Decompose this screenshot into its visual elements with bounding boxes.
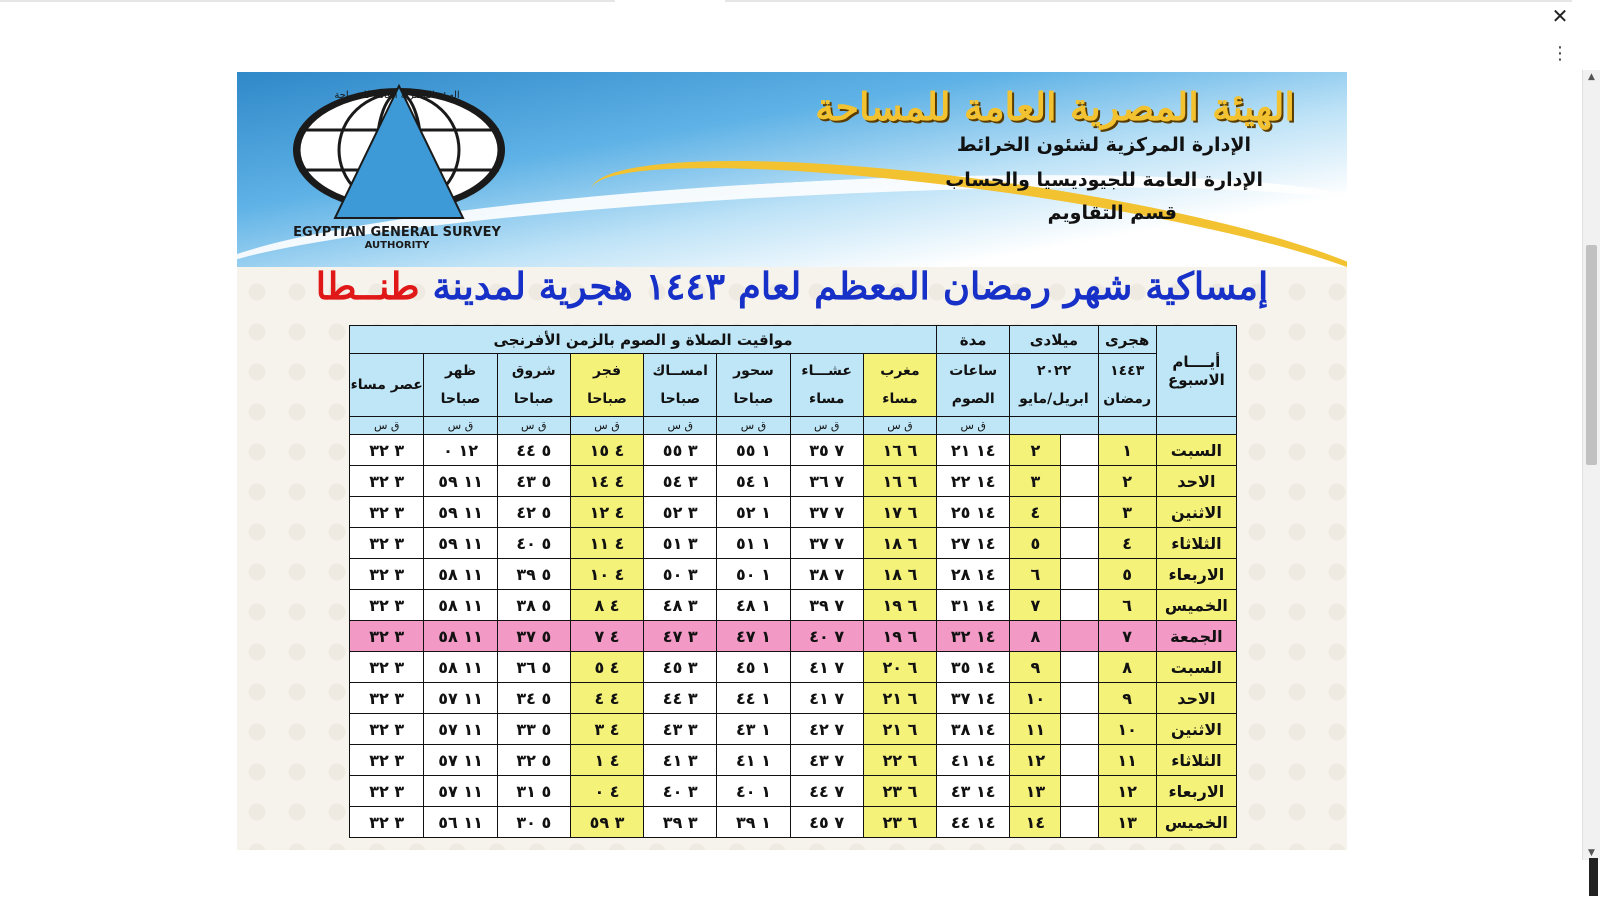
day-cell: الخميس	[1156, 807, 1236, 838]
gregorian-empty-cell	[1061, 652, 1098, 683]
units-row: ق س	[863, 417, 936, 435]
hijri-day-cell: ١٠	[1098, 714, 1156, 745]
logo-authority-text: AUTHORITY	[364, 240, 430, 250]
imsak-cell: ٣ ٤٥	[644, 652, 717, 683]
table-row	[350, 807, 1237, 838]
suhoor-cell: ١ ٤٧	[717, 621, 790, 652]
table-row	[350, 435, 1237, 466]
shurooq-cell: ٥ ٤٢	[497, 497, 570, 528]
shurooq-cell: ٥ ٤٠	[497, 528, 570, 559]
hijri-day-cell: ٩	[1098, 683, 1156, 714]
prayer-times-table	[349, 325, 1237, 838]
isha-cell: ٧ ٤٤	[790, 776, 863, 807]
imsak-cell: ٣ ٤٣	[644, 714, 717, 745]
gregorian-empty-cell	[1061, 807, 1098, 838]
fajr-cell: ٣ ٥٩	[570, 807, 643, 838]
units-row: ق س	[790, 417, 863, 435]
org-line-1: الإدارة المركزية لشئون الخرائط	[956, 134, 1251, 156]
fajr-cell: ٤ ٧	[570, 621, 643, 652]
fasting-hours-cell: ١٤ ٢٧	[937, 528, 1010, 559]
fajr-cell: ٤ ١٥	[570, 435, 643, 466]
gregorian-empty-cell	[1061, 497, 1098, 528]
fajr-cell: ٤ ١٤	[570, 466, 643, 497]
asr-cell: ٣ ٣٢	[350, 497, 424, 528]
suhoor-cell: ١ ٤٠	[717, 776, 790, 807]
fasting-hours-cell: ١٤ ٤٤	[937, 807, 1010, 838]
fasting-hours-cell: ١٤ ٢٥	[937, 497, 1010, 528]
hijri-day-cell: ٤	[1098, 528, 1156, 559]
table-row	[350, 621, 1237, 652]
hijri-day-cell: ١٢	[1098, 776, 1156, 807]
more-vertical-icon[interactable]: ⋮	[1551, 43, 1569, 64]
fasting-hours-cell: ١٤ ٢٢	[937, 466, 1010, 497]
hijri-day-cell: ١	[1098, 435, 1156, 466]
day-cell: الاربعاء	[1156, 559, 1236, 590]
isha-cell: ٧ ٤١	[790, 683, 863, 714]
fasting-hours-cell: ١٤ ٣٥	[937, 652, 1010, 683]
gregorian-day-cell: ٢	[1010, 435, 1061, 466]
units-row: ق س	[644, 417, 717, 435]
shurooq-cell: ٥ ٣٣	[497, 714, 570, 745]
days-header: أيــــام الاسبوع	[1156, 326, 1236, 417]
imsak-cell: ٣ ٣٩	[644, 807, 717, 838]
table-row	[350, 590, 1237, 621]
table-row	[350, 528, 1237, 559]
maghrib-cell: ٦ ١٩	[863, 590, 936, 621]
logo-arabic-text: الهيئة المصرية العامة للمساحة	[334, 90, 460, 101]
gregorian-empty-cell	[1061, 683, 1098, 714]
asr-cell: ٣ ٣٢	[350, 466, 424, 497]
shurooq-cell: ٥ ٣٩	[497, 559, 570, 590]
fajr-cell: ٤ ١١	[570, 528, 643, 559]
shurooq-cell: ٥ ٣٦	[497, 652, 570, 683]
suhoor-cell: ١ ٤١	[717, 745, 790, 776]
imsak-cell: ٣ ٤٠	[644, 776, 717, 807]
top-border	[0, 0, 1572, 2]
table-row	[350, 745, 1237, 776]
table-row	[350, 683, 1237, 714]
scroll-down-arrow-icon[interactable]: ▼	[1588, 848, 1595, 858]
fasting-hours-cell: ١٤ ٤٣	[937, 776, 1010, 807]
asr-cell: ٣ ٣٢	[350, 621, 424, 652]
asr-cell: ٣ ٣٢	[350, 714, 424, 745]
units-spacer	[1156, 417, 1236, 435]
fasting-hours-cell: ١٤ ٤١	[937, 745, 1010, 776]
isha-cell: ٧ ٣٧	[790, 528, 863, 559]
title-main: إمساكية شهر رمضان المعظم لعام ١٤٤٣ هجرية لمدينة	[432, 264, 1269, 308]
shurooq-header: شروق صباحا	[497, 354, 570, 417]
gregorian-empty-cell	[1061, 621, 1098, 652]
shurooq-cell: ٥ ٣١	[497, 776, 570, 807]
units-row: ق س	[424, 417, 497, 435]
isha-header: عشـــاء مساء	[790, 354, 863, 417]
egyptian-survey-logo	[277, 80, 517, 250]
maghrib-cell: ٦ ٢١	[863, 683, 936, 714]
suhoor-cell: ١ ٤٣	[717, 714, 790, 745]
suhoor-cell: ١ ٣٩	[717, 807, 790, 838]
page-title	[237, 264, 1347, 308]
dhuhr-cell: ١١ ٥٧	[424, 776, 497, 807]
isha-cell: ٧ ٣٦	[790, 466, 863, 497]
asr-cell: ٣ ٣٢	[350, 683, 424, 714]
imsak-cell: ٣ ٥١	[644, 528, 717, 559]
fasting-hours-cell: ١٤ ٢٨	[937, 559, 1010, 590]
hijri-day-cell: ٢	[1098, 466, 1156, 497]
fajr-cell: ٤ ٤	[570, 683, 643, 714]
day-cell: الثلاثاء	[1156, 528, 1236, 559]
imsak-cell: ٣ ٤٤	[644, 683, 717, 714]
fasting-subheader: ساعات الصوم	[937, 354, 1010, 417]
gregorian-day-cell: ٩	[1010, 652, 1061, 683]
maghrib-cell: ٦ ٢٣	[863, 776, 936, 807]
isha-cell: ٧ ٣٩	[790, 590, 863, 621]
dhuhr-header: ظهر صباحا	[424, 354, 497, 417]
tab-gap	[615, 0, 725, 2]
gregorian-empty-cell	[1061, 745, 1098, 776]
maghrib-cell: ٦ ١٦	[863, 466, 936, 497]
isha-cell: ٧ ٤٠	[790, 621, 863, 652]
day-cell: الخميس	[1156, 590, 1236, 621]
table-row	[350, 497, 1237, 528]
gregorian-day-cell: ٤	[1010, 497, 1061, 528]
table-row	[350, 714, 1237, 745]
gregorian-day-cell: ١٤	[1010, 807, 1061, 838]
shurooq-cell: ٥ ٣٠	[497, 807, 570, 838]
gregorian-day-cell: ١١	[1010, 714, 1061, 745]
shurooq-cell: ٥ ٣٧	[497, 621, 570, 652]
day-cell: السبت	[1156, 435, 1236, 466]
day-cell: السبت	[1156, 652, 1236, 683]
suhoor-cell: ١ ٥١	[717, 528, 790, 559]
shurooq-cell: ٥ ٣٨	[497, 590, 570, 621]
fasting-header: مدة	[937, 326, 1010, 354]
asr-header: عصر مساء	[350, 354, 424, 417]
hijri-header: هجرى	[1098, 326, 1156, 354]
fajr-cell: ٤ ١٠	[570, 559, 643, 590]
units-row: ق س	[717, 417, 790, 435]
prayers-group-header: مواقيت الصلاة و الصوم بالزمن الأفرنجى	[350, 326, 937, 354]
fasting-hours-cell: ١٤ ٣٧	[937, 683, 1010, 714]
scroll-thumb[interactable]	[1586, 245, 1597, 465]
asr-cell: ٣ ٣٢	[350, 590, 424, 621]
fasting-hours-cell: ١٤ ٣٨	[937, 714, 1010, 745]
resize-handle[interactable]	[1589, 858, 1598, 896]
dhuhr-cell: ١١ ٥٧	[424, 714, 497, 745]
day-cell: الاثنين	[1156, 497, 1236, 528]
dhuhr-cell: ١١ ٥٦	[424, 807, 497, 838]
scroll-up-arrow-icon[interactable]: ▲	[1588, 72, 1595, 82]
fajr-cell: ٤ ٨	[570, 590, 643, 621]
fasting-hours-cell: ١٤ ٣٢	[937, 621, 1010, 652]
gregorian-empty-cell	[1061, 714, 1098, 745]
hijri-day-cell: ٨	[1098, 652, 1156, 683]
hijri-day-cell: ٧	[1098, 621, 1156, 652]
maghrib-cell: ٦ ٢٣	[863, 807, 936, 838]
isha-cell: ٧ ٤٥	[790, 807, 863, 838]
dhuhr-cell: ١١ ٥٨	[424, 621, 497, 652]
imsak-cell: ٣ ٤٧	[644, 621, 717, 652]
gregorian-empty-cell	[1061, 466, 1098, 497]
fajr-cell: ٤ ٥	[570, 652, 643, 683]
imsak-cell: ٣ ٤١	[644, 745, 717, 776]
dhuhr-cell: ١١ ٥٩	[424, 497, 497, 528]
asr-cell: ٣ ٣٢	[350, 776, 424, 807]
maghrib-cell: ٦ ١٩	[863, 621, 936, 652]
asr-cell: ٣ ٣٢	[350, 652, 424, 683]
imsak-cell: ٣ ٤٨	[644, 590, 717, 621]
day-cell: الاثنين	[1156, 714, 1236, 745]
fajr-header: فجر صباحا	[570, 354, 643, 417]
suhoor-cell: ١ ٤٨	[717, 590, 790, 621]
asr-cell: ٣ ٣٢	[350, 528, 424, 559]
day-cell: الاحد	[1156, 466, 1236, 497]
dhuhr-cell: ١١ ٥٨	[424, 559, 497, 590]
asr-cell: ٣ ٣٢	[350, 435, 424, 466]
day-cell: الاحد	[1156, 683, 1236, 714]
dhuhr-cell: ١١ ٥٧	[424, 745, 497, 776]
units-spacer	[1098, 417, 1156, 435]
imsak-header: امســاك صباحا	[644, 354, 717, 417]
dhuhr-cell: ١١ ٥٩	[424, 528, 497, 559]
gregorian-empty-cell	[1061, 528, 1098, 559]
title-city: طنــطا	[315, 264, 420, 308]
prayer-times-body	[350, 435, 1237, 838]
isha-cell: ٧ ٤١	[790, 652, 863, 683]
fasting-hours-cell: ١٤ ٣١	[937, 590, 1010, 621]
gregorian-empty-cell	[1061, 590, 1098, 621]
maghrib-cell: ٦ ١٧	[863, 497, 936, 528]
isha-cell: ٧ ٣٧	[790, 497, 863, 528]
gregorian-day-cell: ١٠	[1010, 683, 1061, 714]
maghrib-header: مغرب مساء	[863, 354, 936, 417]
fajr-cell: ٤ ١	[570, 745, 643, 776]
isha-cell: ٧ ٣٨	[790, 559, 863, 590]
hijri-subheader: ١٤٤٣ رمضان	[1098, 354, 1156, 417]
asr-cell: ٣ ٣٢	[350, 559, 424, 590]
hijri-day-cell: ١١	[1098, 745, 1156, 776]
gregorian-day-cell: ٥	[1010, 528, 1061, 559]
shurooq-cell: ٥ ٣٢	[497, 745, 570, 776]
fajr-cell: ٤ ١٢	[570, 497, 643, 528]
suhoor-header: سحور صباحا	[717, 354, 790, 417]
gregorian-day-cell: ٦	[1010, 559, 1061, 590]
shurooq-cell: ٥ ٤٤	[497, 435, 570, 466]
dhuhr-cell: ١١ ٥٧	[424, 683, 497, 714]
units-row: ق س	[570, 417, 643, 435]
hijri-day-cell: ٣	[1098, 497, 1156, 528]
gregorian-day-cell: ١٢	[1010, 745, 1061, 776]
imsakiya-poster-image	[237, 72, 1347, 850]
imsak-cell: ٣ ٥٢	[644, 497, 717, 528]
gregorian-day-cell: ٧	[1010, 590, 1061, 621]
gregorian-subheader: ٢٠٢٢ ابريل/مايو	[1010, 354, 1098, 417]
table-row	[350, 559, 1237, 590]
units-row: ق س	[350, 417, 424, 435]
shurooq-cell: ٥ ٣٤	[497, 683, 570, 714]
imsak-cell: ٣ ٥٤	[644, 466, 717, 497]
asr-cell: ٣ ٣٢	[350, 807, 424, 838]
suhoor-cell: ١ ٥٠	[717, 559, 790, 590]
day-cell: الثلاثاء	[1156, 745, 1236, 776]
units-row: ق س	[937, 417, 1010, 435]
hijri-day-cell: ٦	[1098, 590, 1156, 621]
gregorian-empty-cell	[1061, 776, 1098, 807]
org-line-3: قسم التقاويم	[1047, 202, 1177, 224]
table-row	[350, 776, 1237, 807]
gregorian-day-cell: ٨	[1010, 621, 1061, 652]
gregorian-empty-cell	[1061, 435, 1098, 466]
dhuhr-cell: ١١ ٥٩	[424, 466, 497, 497]
imsak-cell: ٣ ٥٠	[644, 559, 717, 590]
vertical-scrollbar[interactable]	[1582, 70, 1600, 860]
suhoor-cell: ١ ٥٥	[717, 435, 790, 466]
isha-cell: ٧ ٤٣	[790, 745, 863, 776]
logo-english-text: EGYPTIAN GENERAL SURVEY	[293, 225, 501, 240]
dhuhr-cell: ١٢ ٠	[424, 435, 497, 466]
suhoor-cell: ١ ٥٤	[717, 466, 790, 497]
org-name: الهيئة المصرية العامة للمساحة	[815, 84, 1295, 129]
maghrib-cell: ٦ ٢٠	[863, 652, 936, 683]
suhoor-cell: ١ ٤٥	[717, 652, 790, 683]
maghrib-cell: ٦ ٢١	[863, 714, 936, 745]
gregorian-empty-cell	[1061, 559, 1098, 590]
maghrib-cell: ٦ ١٦	[863, 435, 936, 466]
gregorian-day-cell: ١٣	[1010, 776, 1061, 807]
fajr-cell: ٤ ٣	[570, 714, 643, 745]
maghrib-cell: ٦ ١٨	[863, 559, 936, 590]
isha-cell: ٧ ٣٥	[790, 435, 863, 466]
fajr-cell: ٤ ٠	[570, 776, 643, 807]
close-icon[interactable]: ✕	[1551, 4, 1569, 28]
hijri-day-cell: ٥	[1098, 559, 1156, 590]
units-spacer	[1010, 417, 1098, 435]
units-row: ق س	[497, 417, 570, 435]
suhoor-cell: ١ ٥٢	[717, 497, 790, 528]
asr-cell: ٣ ٣٢	[350, 745, 424, 776]
gregorian-header: ميلادى	[1010, 326, 1098, 354]
suhoor-cell: ١ ٤٤	[717, 683, 790, 714]
org-line-2: الإدارة العامة للجيوديسيا والحساب	[945, 169, 1263, 191]
fasting-hours-cell: ١٤ ٢١	[937, 435, 1010, 466]
isha-cell: ٧ ٤٢	[790, 714, 863, 745]
day-cell: الاربعاء	[1156, 776, 1236, 807]
imsak-cell: ٣ ٥٥	[644, 435, 717, 466]
hijri-day-cell: ١٣	[1098, 807, 1156, 838]
maghrib-cell: ٦ ١٨	[863, 528, 936, 559]
dhuhr-cell: ١١ ٥٨	[424, 652, 497, 683]
day-cell: الجمعة	[1156, 621, 1236, 652]
dhuhr-cell: ١١ ٥٨	[424, 590, 497, 621]
maghrib-cell: ٦ ٢٢	[863, 745, 936, 776]
table-row	[350, 652, 1237, 683]
gregorian-day-cell: ٣	[1010, 466, 1061, 497]
table-row	[350, 466, 1237, 497]
shurooq-cell: ٥ ٤٣	[497, 466, 570, 497]
